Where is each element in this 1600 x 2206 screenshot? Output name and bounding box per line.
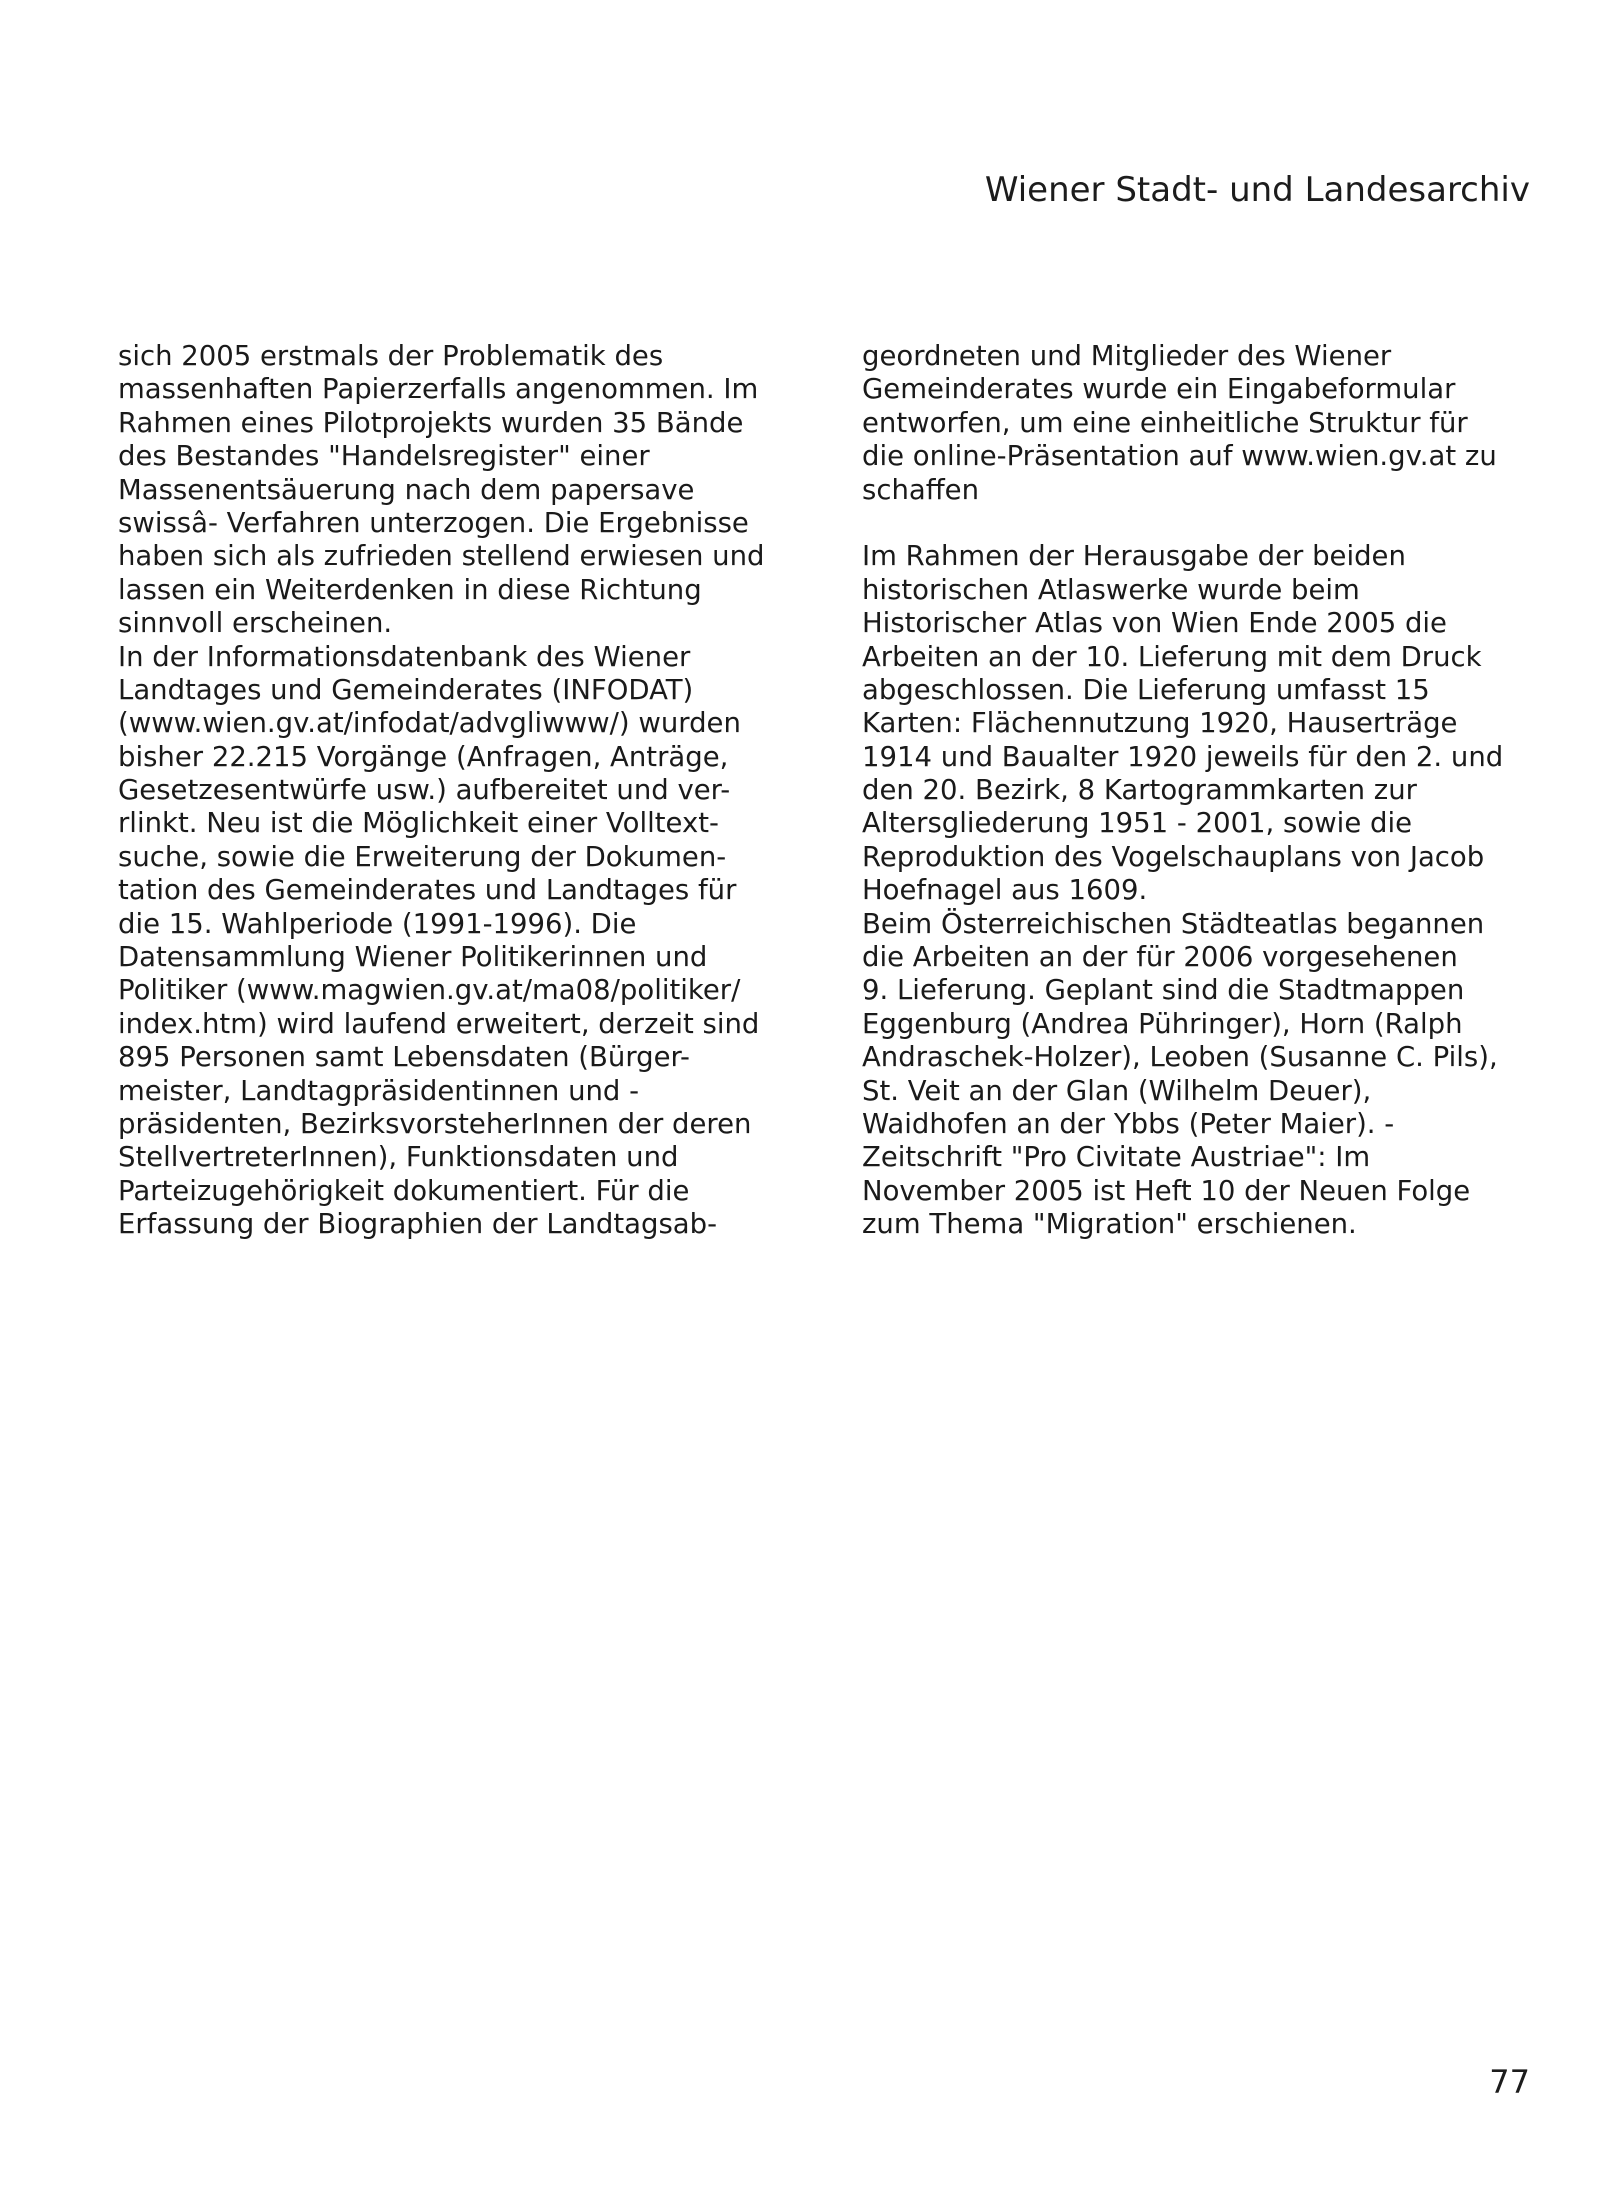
text-line: suche, sowie die Erweiterung der Dokumen-	[118, 840, 727, 873]
text-line: Parteizugehörigkeit dokumentiert. Für die	[118, 1174, 690, 1207]
text-line: den 20. Bezirk, 8 Kartogrammkarten zur	[862, 774, 1417, 807]
running-header: Wiener Stadt- und Landesarchiv	[984, 170, 1530, 210]
text-line: Altersgliederung 1951 - 2001, sowie die	[862, 807, 1412, 840]
text-line: Hoefnagel aus 1609.	[862, 874, 1148, 907]
text-line: index.htm) wird laufend erweitert, derzeit sind	[118, 1007, 760, 1040]
text-line: Rahmen eines Pilotprojekts wurden 35 Bände	[118, 406, 744, 439]
text-line: Zeitschrift "Pro Civitate Austriae": Im	[862, 1141, 1371, 1174]
text-line: meister, Landtagpräsidentinnen und -	[118, 1074, 640, 1107]
text-line: die online-Präsentation auf www.wien.gv.at zu	[862, 440, 1497, 473]
text-line: abgeschlossen. Die Lieferung umfasst 15	[862, 673, 1430, 706]
text-line: rlinkt. Neu ist die Möglichkeit einer Volltext-	[118, 807, 719, 840]
text-line: bisher 22.215 Vorgänge (Anfragen, Anträge,	[118, 740, 729, 773]
text-line: Politiker (www.magwien.gv.at/ma08/politiker/	[118, 974, 741, 1007]
text-line: St. Veit an der Glan (Wilhelm Deuer),	[862, 1074, 1372, 1107]
text-line: schaffen	[862, 473, 980, 506]
text-line: entworfen, um eine einheitliche Struktur für	[862, 406, 1468, 439]
text-line: geordneten und Mitglieder des Wiener	[862, 340, 1392, 372]
text-line: Im Rahmen der Herausgabe der beiden	[862, 540, 1406, 573]
text-line: In der Informationsdatenbank des Wiener	[118, 640, 691, 673]
text-line: tation des Gemeinderates und Landtages für	[118, 874, 737, 907]
text-line: sich 2005 erstmals der Problematik des	[118, 340, 664, 372]
text-line: November 2005 ist Heft 10 der Neuen Folge	[862, 1174, 1471, 1207]
text-line: 1914 und Baualter 1920 jeweils für den 2. und	[862, 740, 1504, 773]
text-line: Waidhofen an der Ybbs (Peter Maier). -	[862, 1107, 1395, 1140]
text-line: Reproduktion des Vogelschauplans von Jacob	[862, 840, 1485, 873]
text-line: (www.wien.gv.at/infodat/advgliwww/) wurden	[118, 707, 741, 740]
paragraph-gap	[862, 507, 1542, 540]
text-column-left	[118, 340, 798, 1242]
text-line: Gesetzesentwürfe usw.) aufbereitet und ver-	[118, 774, 731, 807]
text-line: Historischer Atlas von Wien Ende 2005 die	[862, 607, 1447, 640]
text-line: massenhaften Papierzerfalls angenommen. Im	[118, 373, 759, 406]
text-line: historischen Atlaswerke wurde beim	[862, 573, 1360, 606]
text-line: präsidenten, BezirksvorsteherInnen der deren	[118, 1107, 752, 1140]
text-line: haben sich als zufrieden stellend erwiesen und	[118, 540, 765, 573]
text-line: des Bestandes "Handelsregister" einer	[118, 440, 650, 473]
text-line: lassen ein Weiterdenken in diese Richtung	[118, 573, 702, 606]
text-line: Andraschek-Holzer), Leoben (Susanne C. Pils),	[862, 1041, 1498, 1074]
text-line: Datensammlung Wiener Politikerinnen und	[118, 941, 708, 974]
text-line: Massenentsäuerung nach dem papersave	[118, 473, 695, 506]
text-line: Arbeiten an der 10. Lieferung mit dem Druck	[862, 640, 1482, 673]
text-line: Eggenburg (Andrea Pühringer), Horn (Ralph	[862, 1007, 1463, 1040]
text-line: Karten: Flächennutzung 1920, Hauserträge	[862, 707, 1458, 740]
page-number: 77	[1489, 2063, 1530, 2101]
text-line: zum Thema "Migration" erschienen.	[862, 1208, 1357, 1241]
text-line: Beim Österreichischen Städteatlas begannen	[862, 907, 1485, 940]
text-line: sinnvoll erscheinen.	[118, 607, 393, 640]
text-line: 895 Personen samt Lebensdaten (Bürger-	[118, 1041, 690, 1074]
text-line: die Arbeiten an der für 2006 vorgesehenen	[862, 941, 1458, 974]
text-line: Landtages und Gemeinderates (INFODAT)	[118, 673, 694, 706]
text-line: 9. Lieferung. Geplant sind die Stadtmappen	[862, 974, 1465, 1007]
text-line: Erfassung der Biographien der Landtagsab-	[118, 1208, 718, 1241]
text-line: swissâ- Verfahren unterzogen. Die Ergebnisse	[118, 506, 749, 539]
text-column-right	[862, 340, 1542, 1242]
text-line: StellvertreterInnen), Funktionsdaten und	[118, 1141, 679, 1174]
text-line: die 15. Wahlperiode (1991-1996). Die	[118, 907, 637, 940]
text-line: Gemeinderates wurde ein Eingabeformular	[862, 373, 1456, 406]
